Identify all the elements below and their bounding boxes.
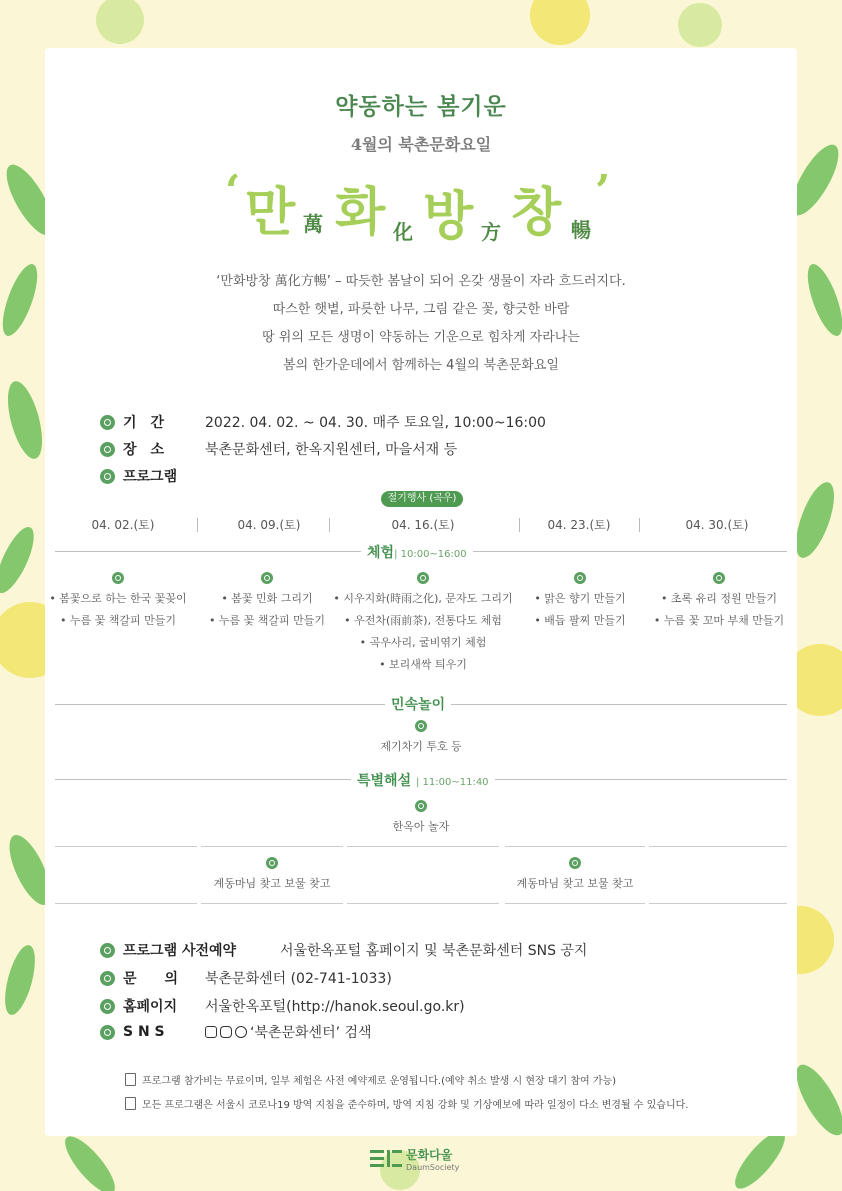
knot-icon — [415, 720, 427, 732]
knot-icon — [100, 442, 115, 457]
intro-line-4: 봄의 한가운데에서 함께하는 4월의 북촌문화요일 — [283, 358, 559, 373]
instagram-icon[interactable] — [220, 1026, 232, 1038]
place-label: 장 소 — [123, 442, 165, 458]
logo-sub: DaumSociety — [406, 1163, 460, 1172]
treasure-cell-2 — [505, 846, 645, 904]
blog-icon[interactable] — [205, 1026, 217, 1038]
list-item: • 곡우사리, 굴비엮기 체험 — [359, 636, 487, 649]
homepage-label: 홈페이지 — [123, 999, 178, 1015]
date-separator — [197, 518, 198, 532]
hanja-char-2: 化 — [393, 220, 413, 244]
note-2: 모든 프로그램은 서울시 코로나19 방역 지침을 준수하며, 방역 지침 강화 및 기상예보에 따라 일정이 다소 변경될 수 있습니다. — [125, 1096, 688, 1111]
knot-icon — [569, 857, 581, 869]
sns-value: ‘북촌문화센터’ 검색 — [250, 1025, 372, 1041]
clipboard-icon — [125, 1097, 136, 1110]
headline: 약동하는 봄기운 — [335, 93, 507, 120]
list-item: • 누름 꽃 책갈피 만들기 — [59, 614, 177, 627]
subheadline: 4월의 북촌문화요일 — [350, 135, 492, 154]
quote-close: ’ — [595, 166, 611, 217]
note-1: 프로그램 참가비는 무료이며, 일부 체험은 사전 예약제로 운영됩니다.(예약 취소 발생 시 현장 대기 참여 가능) — [125, 1072, 616, 1087]
daum-society-logo-icon — [370, 1148, 402, 1170]
sns-label: S N S — [123, 1024, 165, 1040]
reserve-label: 프로그램 사전예약 — [123, 943, 237, 959]
program-label: 프로그램 — [123, 469, 178, 485]
folk-title: 민속놀이 — [385, 694, 451, 714]
reserve-value: 서울한옥포털 홈페이지 및 북촌문화센터 SNS 공지 — [280, 943, 588, 959]
list-item: • 초록 유리 정원 만들기 — [660, 592, 778, 605]
period-label: 기 간 — [123, 415, 165, 431]
list-item: • 누름 꽃 책갈피 만들기 — [208, 614, 326, 627]
list-item: • 봄꽃으로 하는 한국 꽃꽂이 — [49, 592, 187, 605]
experience-col-2 — [182, 572, 352, 632]
empty-cell — [347, 846, 499, 904]
list-item: • 맑은 향기 만들기 — [534, 592, 626, 605]
knot-icon — [100, 1025, 115, 1040]
quote-open: ‘ — [225, 166, 241, 217]
date-1: 04. 02.(토) — [91, 518, 155, 532]
list-item: • 배듭 팔찌 만들기 — [534, 614, 626, 627]
treasure-cell-1 — [201, 846, 343, 904]
organizer-logo — [370, 1146, 459, 1172]
facebook-icon[interactable] — [235, 1026, 247, 1038]
knot-icon — [415, 800, 427, 812]
reserve-row — [100, 940, 588, 960]
logo-name: 문화다울 — [406, 1148, 453, 1162]
special-title: 특별해설 | 11:00~11:40 — [351, 770, 495, 790]
experience-col-5 — [634, 572, 804, 632]
knot-icon — [713, 572, 725, 584]
list-item: • 시우지화(時雨之化), 문자도 그리기 — [333, 592, 513, 605]
knot-icon — [100, 469, 115, 484]
intro-line-1: ‘만화방창 萬化方暢’ – 따듯한 봄날이 되어 온갖 생물이 자라 흐드러지다. — [216, 274, 626, 289]
main-char-3: 방 — [423, 186, 474, 247]
treasure-text: 계동마님 찾고 보물 찾고 — [213, 877, 331, 890]
intro-line-3: 땅 위의 모든 생명이 약동하는 기운으로 힘차게 자라나는 — [262, 330, 580, 345]
main-char-4: 창 — [511, 182, 562, 243]
place-value: 북촌문화센터, 한옥지원센터, 마을서재 등 — [205, 442, 458, 458]
empty-cell — [55, 846, 197, 904]
sns-row — [100, 1024, 372, 1041]
knot-icon — [261, 572, 273, 584]
date-2: 04. 09.(토) — [237, 518, 301, 532]
poster-card — [45, 48, 797, 1136]
date-3: 04. 16.(토) — [391, 518, 455, 532]
hanja-char-1: 萬 — [303, 212, 323, 236]
date-5: 04. 30.(토) — [685, 518, 749, 532]
solar-term-badge: 절기행사 (곡우) — [381, 491, 463, 507]
homepage-row — [100, 996, 465, 1016]
period-value: 2022. 04. 02. ~ 04. 30. 매주 토요일, 10:00~16:00 — [205, 415, 546, 431]
main-char-1: 만 — [245, 182, 296, 243]
place-row — [100, 439, 458, 459]
knot-icon — [100, 415, 115, 430]
inquiry-label: 문 의 — [123, 971, 179, 987]
list-item: • 누름 꽃 꼬마 부채 만들기 — [653, 614, 785, 627]
experience-title: 체험| 10:00~16:00 — [361, 542, 473, 562]
list-item: • 우전차(雨前茶), 전통다도 체험 — [344, 614, 502, 627]
hanja-char-4: 暢 — [571, 218, 591, 242]
special-time: | 11:00~11:40 — [415, 777, 489, 788]
treasure-text: 계동마님 찾고 보물 찾고 — [516, 877, 634, 890]
special-item: 한옥아 놀자 — [336, 800, 506, 838]
inquiry-row — [100, 968, 392, 988]
main-char-2: 화 — [335, 182, 386, 243]
hanja-char-3: 方 — [481, 220, 501, 244]
knot-icon — [112, 572, 124, 584]
experience-col-3 — [332, 572, 514, 676]
knot-icon — [574, 572, 586, 584]
period-row — [100, 412, 546, 432]
inquiry-value: 북촌문화센터 (02-741-1033) — [205, 971, 392, 987]
list-item: • 보리새싹 틔우기 — [379, 658, 467, 671]
knot-icon — [266, 857, 278, 869]
date-separator — [639, 518, 640, 532]
date-separator — [329, 518, 330, 532]
knot-icon — [100, 943, 115, 958]
knot-icon — [417, 572, 429, 584]
program-row — [100, 466, 177, 486]
knot-icon — [100, 971, 115, 986]
homepage-value[interactable]: 서울한옥포털(http://hanok.seoul.go.kr) — [205, 999, 465, 1015]
folk-item: 제기차기 투호 등 — [336, 720, 506, 758]
intro-line-2: 따스한 햇볕, 파릇한 나무, 그림 같은 꽃, 향긋한 바람 — [272, 302, 570, 317]
date-4: 04. 23.(토) — [547, 518, 611, 532]
experience-time: | 10:00~16:00 — [394, 549, 467, 560]
knot-icon — [100, 999, 115, 1014]
list-item: • 봄꽃 민화 그리기 — [221, 592, 313, 605]
empty-cell — [649, 846, 787, 904]
experience-col-1 — [33, 572, 203, 632]
clipboard-icon — [125, 1073, 136, 1086]
